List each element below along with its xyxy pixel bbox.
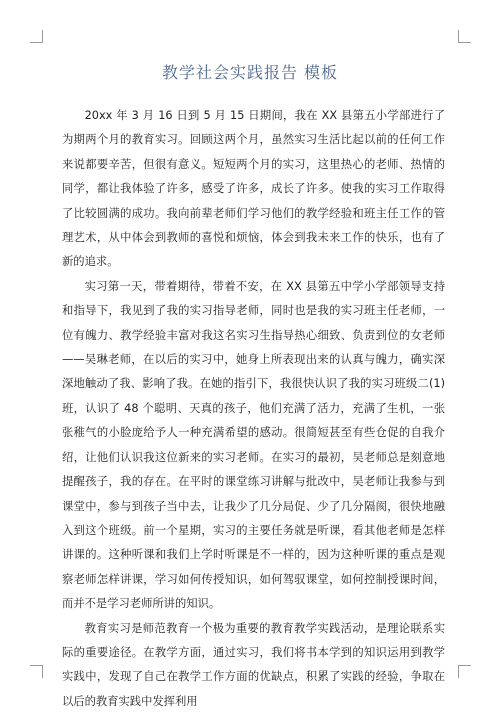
crop-mark-bottom-right	[458, 665, 471, 678]
crop-mark-top-right	[458, 30, 471, 43]
crop-mark-bottom-left	[30, 665, 43, 678]
document-body	[62, 104, 445, 714]
crop-mark-top-left	[30, 30, 43, 43]
paragraph-2: 实习第一天，带着期待，带着不安，在 XX 县第五中学小学部领导支持和指导下，我见到了我的实习指导老师，同时也是我的实习班主任老师，一位有魄力、教学经验丰富对我这名实习生指导热心细致、负责到位的女老师——吴琳老师，在以后的实习中，她身上所表现出来的认真与魄力，确实深深地触动了我、影响了我。在她的指引下，我很快认识了我的实习班级二(1)班，认识了 48 个聪明、天真的孩子，他们充满了活力，充满了生机，一张张稚气的小脸庞给予人一种充满希望的感动。很简短甚至有些仓促的自我介绍，让他们认识我这位新来的实习老师。在实习的最初，吴老师总是刻意地提醒孩子，我的存在。在平时的课堂练习讲解与批改中，吴老师让我参与到课堂中，参与到孩子当中去，让我少了几分局促、少了几分隔阂，很快地融入到这个班级。前一个星期，实习的主要任务就是听课，看其他老师是怎样讲课的。这种听课和我们上学时听课是不一样的，因为这种听课的重点是观察老师怎样讲课，学习如何传授知识，如何驾驭课堂，如何控制授课时间，而并不是学习老师所讲的知识。	[62, 279, 445, 611]
paragraph-3: 教育实习是师范教育一个极为重要的教育教学实践活动，是理论联系实际的重要途径。在教学方面，通过实习，我们将书本学到的知识运用到教学实践中，发现了自己在教学工作方面的优缺点，积累了实践的经验，争取在以后的教育实践中发挥利用	[62, 621, 445, 708]
document-title: 教学社会实践报告 模板	[161, 63, 339, 82]
paragraph-1: 20xx 年 3 月 16 日到 5 月 15 日期间，我在 XX 县第五小学部进行了为期两个月的教育实习。回顾这两个月，虽然实习生活比起以前的任何工作来说都要辛苦，但很有意义。短短两个月的实习，这里热心的老师、热情的同学，都让我体验了许多，感受了许多，成长了许多。使我的实习工作取得了比较圆满的成功。我向前辈老师们学习他们的教学经验和班主任工作的管理艺术，从中体会到教师的喜悦和烦恼，体会到我未来工作的快乐，也有了新的追求。	[62, 109, 445, 269]
